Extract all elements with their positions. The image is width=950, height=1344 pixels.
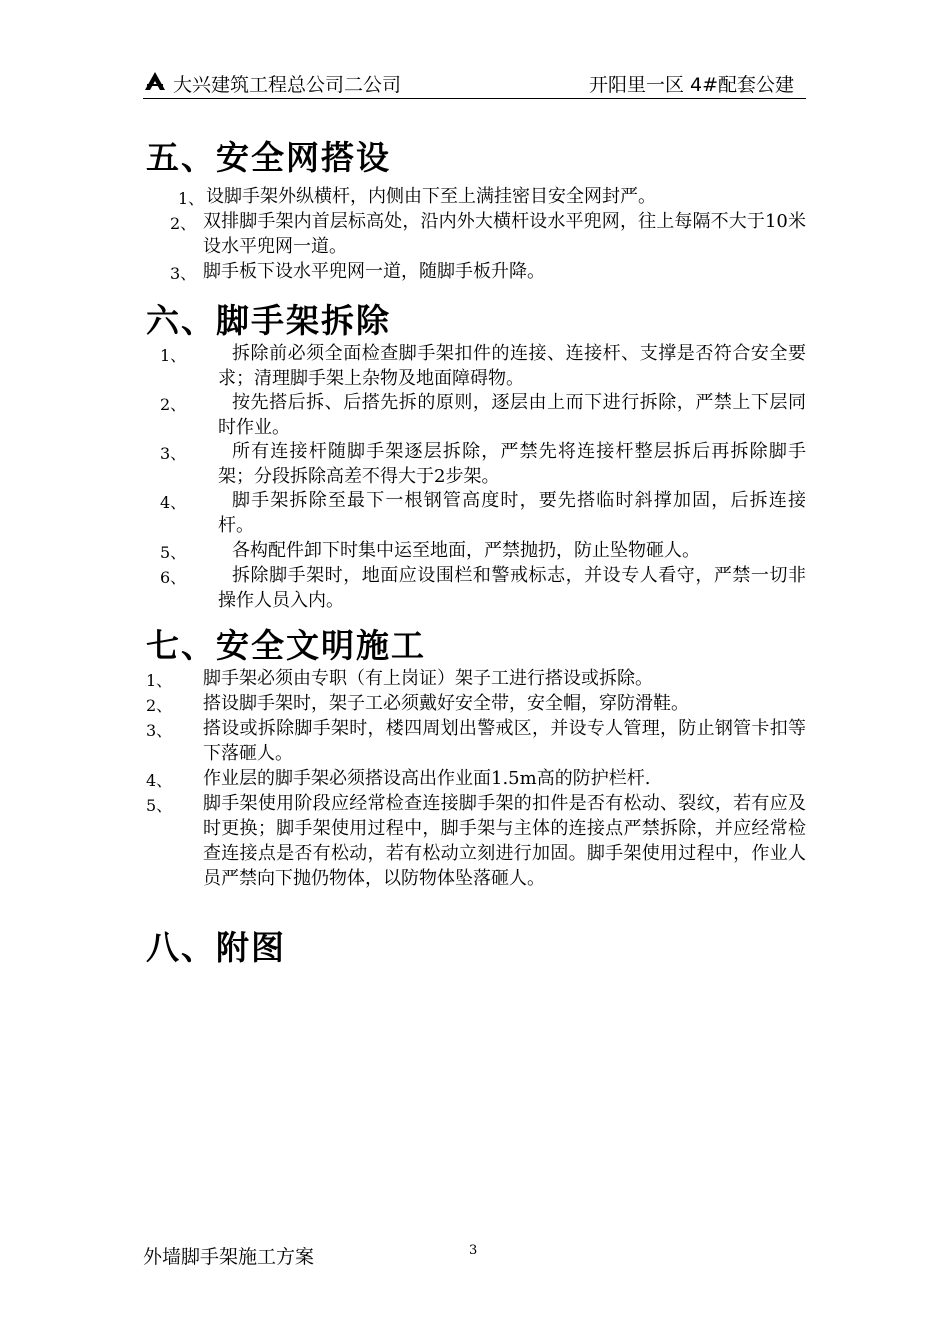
item-number: 1、 <box>160 346 187 365</box>
item-text: 所有连接杆随脚手架逐层拆除，严禁先将连接杆整层拆后再拆除脚手架；分段拆除高差不得大于2步架。 <box>218 441 806 487</box>
item-text: 脚手架拆除至最下一根钢管高度时，要先搭临时斜撑加固，后拆连接杆。 <box>218 490 806 536</box>
item-text: 搭设或拆除脚手架时，楼四周划出警戒区，并设专人管理，防止钢管卡扣等下落砸人。 <box>203 718 806 764</box>
item-text: 按先搭后拆、后搭先拆的原则，逐层由上而下进行拆除，严禁上下层同时作业。 <box>218 392 806 438</box>
section-title-safety-net: 五、安全网搭设 <box>146 138 391 177</box>
item-number: 3、 <box>160 444 187 463</box>
section-title-attachments: 八、附图 <box>146 928 286 967</box>
item-text: 各构配件卸下时集中运至地面，严禁抛扔，防止坠物砸人。 <box>232 540 700 561</box>
item-number: 2、 <box>170 214 197 233</box>
item-text: 拆除脚手架时，地面应设围栏和警戒标志，并设专人看守，严禁一切非操作人员入内。 <box>218 565 806 611</box>
item-number: 3、 <box>146 721 173 740</box>
item-text: 双排脚手架内首层标高处，沿内外大横杆设水平兜网，往上每隔不大于10米设水平兜网一道。 <box>203 211 806 257</box>
item-number: 4、 <box>160 493 187 512</box>
section-title-scaffold-removal: 六、脚手架拆除 <box>146 301 391 340</box>
item-text: 拆除前必须全面检查脚手架扣件的连接、连接杆、支撑是否符合安全要求；清理脚手架上杂物及地面障碍物。 <box>218 343 806 389</box>
item-number: 4、 <box>146 771 173 790</box>
page-header <box>143 68 806 99</box>
item-text: 搭设脚手架时，架子工必须戴好安全带，安全帽，穿防滑鞋。 <box>203 693 689 714</box>
company-name: 大兴建筑工程总公司二公司 <box>173 74 402 96</box>
project-name: 开阳里一区 4#配套公建 <box>588 74 794 96</box>
company-logo-icon <box>143 70 167 92</box>
item-number: 5、 <box>160 543 187 562</box>
item-text: 脚手板下设水平兜网一道，随脚手板升降。 <box>203 261 545 282</box>
item-number: 6、 <box>160 568 187 587</box>
item-number: 3、 <box>170 264 197 283</box>
item-number: 2、 <box>146 696 173 715</box>
section-title-civilized-construction: 七、安全文明施工 <box>146 626 426 665</box>
item-text: 脚手架使用阶段应经常检查连接脚手架的扣件是否有松动、裂纹，若有应及时更换；脚手架使用过程中，脚手架与主体的连接点严禁拆除，并应经常检查连接点是否有松动，若有松动立刻进行加固。脚手架使用过程中，作业人员严禁向下抛仍物体，以防物体坠落砸人。 <box>203 793 806 889</box>
page-number: 3 <box>469 1243 478 1258</box>
item-text: 脚手架必须由专职（有上岗证）架子工进行搭设或拆除。 <box>203 668 653 689</box>
footer-document-title: 外墙脚手架施工方案 <box>143 1246 315 1268</box>
item-number: 2、 <box>160 395 187 414</box>
item-number: 5、 <box>146 796 173 815</box>
item-text: 设脚手架外纵横杆，内侧由下至上满挂密目安全网封严。 <box>206 186 656 207</box>
item-number: 1、 <box>178 189 205 208</box>
item-number: 1、 <box>146 671 173 690</box>
item-text: 作业层的脚手架必须搭设高出作业面1.5m高的防护栏杆. <box>203 768 651 789</box>
